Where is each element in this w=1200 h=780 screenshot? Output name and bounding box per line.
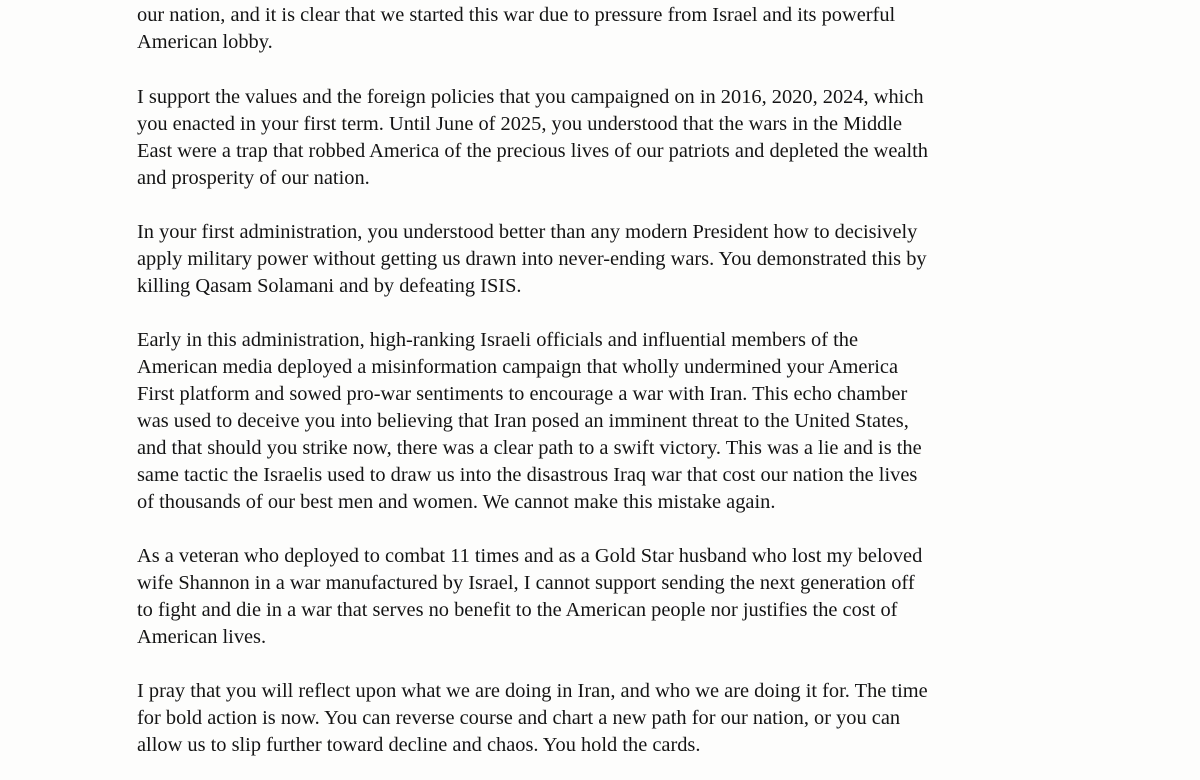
paragraph-line: was used to deceive you into believing that Iran posed an imminent threat to the United States, <box>137 410 909 432</box>
paragraph-line: American lobby. <box>137 31 273 53</box>
paragraph-line: of thousands of our best men and women. We cannot make this mistake again. <box>137 491 776 513</box>
paragraph-line: and that should you strike now, there was a clear path to a swift victory. This was a lie and is the <box>137 437 922 459</box>
paragraph-line: East were a trap that robbed America of the precious lives of our patriots and depleted the wealth <box>137 140 928 162</box>
paragraph-line: and prosperity of our nation. <box>137 167 370 189</box>
paragraph-line: Early in this administration, high-ranking Israeli officials and influential members of the <box>137 329 859 351</box>
paragraph-line: I support the values and the foreign policies that you campaigned on in 2016, 2020, 2024, which <box>137 86 924 108</box>
paragraph-line: to fight and die in a war that serves no benefit to the American people nor justifies the cost of <box>137 599 898 621</box>
paragraph-line: apply military power without getting us drawn into never-ending wars. You demonstrated this by <box>137 248 927 270</box>
paragraph-line: same tactic the Israelis used to draw us into the disastrous Iraq war that cost our nation the lives <box>137 464 918 486</box>
paragraph-3 <box>137 219 927 300</box>
paragraph-line: As a veteran who deployed to combat 11 times and as a Gold Star husband who lost my beloved <box>137 545 923 567</box>
paragraph-line: In your first administration, you understood better than any modern President how to decisively <box>137 221 918 243</box>
paragraph-line: allow us to slip further toward decline and chaos. You hold the cards. <box>137 734 701 756</box>
paragraph-line: First platform and sowed pro-war sentiments to encourage a war with Iran. This echo chamber <box>137 383 908 405</box>
paragraph-1 <box>137 2 895 56</box>
paragraph-4 <box>137 327 922 516</box>
paragraph-line: American lives. <box>137 626 267 648</box>
paragraph-5 <box>137 543 922 651</box>
paragraph-line: for bold action is now. You can reverse course and chart a new path for our nation, or you can <box>137 707 901 729</box>
paragraph-line: our nation, and it is clear that we started this war due to pressure from Israel and its powerful <box>137 4 896 26</box>
paragraph-line: American media deployed a misinformation campaign that wholly undermined your America <box>137 356 899 378</box>
paragraph-6 <box>137 678 928 759</box>
paragraph-line: killing Qasam Solamani and by defeating ISIS. <box>137 275 522 297</box>
paragraph-2 <box>137 84 928 192</box>
paragraph-line: I pray that you will reflect upon what we are doing in Iran, and who we are doing it for. The time <box>137 680 928 702</box>
paragraph-line: you enacted in your first term. Until June of 2025, you understood that the wars in the Middle <box>137 113 903 135</box>
paragraph-line: wife Shannon in a war manufactured by Israel, I cannot support sending the next generation off <box>137 572 915 594</box>
